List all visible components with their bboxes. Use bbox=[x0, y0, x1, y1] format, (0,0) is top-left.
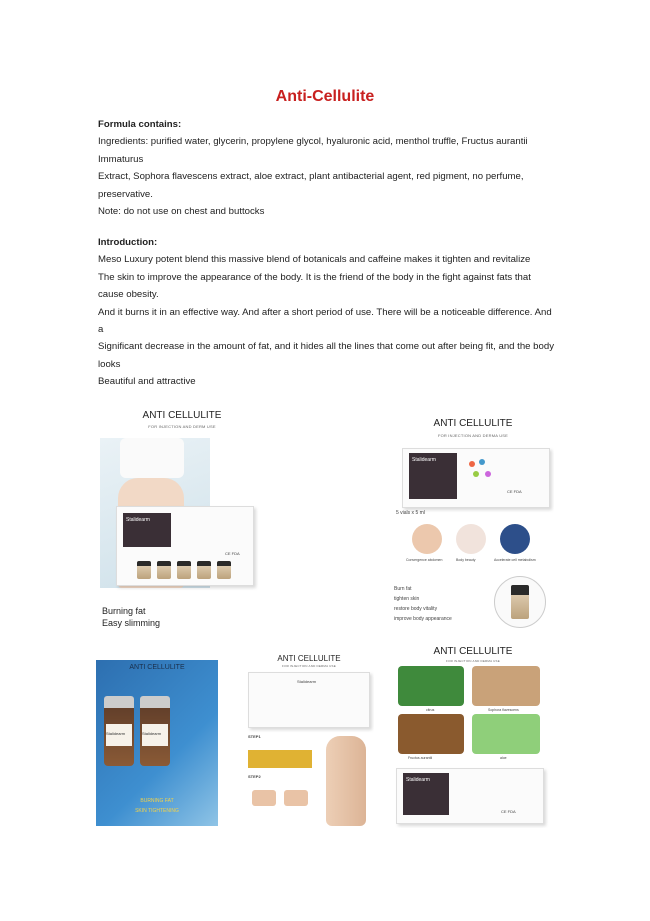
product-image-3 bbox=[96, 660, 218, 826]
ingredient-label: citrus bbox=[426, 708, 435, 712]
brand-label: Stalidearm bbox=[297, 679, 317, 684]
image-title: ANTI CELLULITE bbox=[277, 654, 341, 663]
benefit-label: Accelerate cell metabolism bbox=[494, 558, 536, 562]
product-box bbox=[402, 448, 550, 508]
ingredient-label: Sophora flavescens bbox=[488, 708, 519, 712]
product-image-5 bbox=[392, 644, 554, 828]
benefit-label: Body beauty bbox=[456, 558, 476, 562]
ingredient-label: Fructus aurantii bbox=[408, 756, 433, 760]
step1-image bbox=[248, 750, 312, 768]
benefit-item: restore body vitality bbox=[394, 606, 438, 612]
page-title: Anti-Cellulite bbox=[275, 88, 375, 105]
image-subtitle: FOR INJECTION AND DERMA USE bbox=[437, 433, 509, 438]
product-box bbox=[248, 672, 370, 728]
intro-line: The skin to improve the appearance of the body. It is the friend of the body in the fight against fats that cause obesity. bbox=[98, 271, 531, 301]
formula-line: Extract, Sophora flavescens extract, aloe extract, plant antibacterial agent, red pigment, no perfume, preservative. bbox=[98, 171, 524, 200]
formula-heading: Formula contains: bbox=[98, 119, 182, 130]
image-title: ANTI CELLULITE bbox=[433, 646, 513, 657]
formula-section bbox=[98, 116, 554, 220]
product-image-4 bbox=[244, 650, 374, 830]
product-box bbox=[116, 506, 254, 586]
ce-mark: CE FDA bbox=[507, 489, 522, 494]
intro-line: Significant decrease in the amount of fat, and it hides all the lines that come out after being fit, and the body looks bbox=[98, 341, 554, 370]
product-image-2 bbox=[392, 412, 554, 640]
fructus-image bbox=[398, 714, 464, 754]
product-image-1 bbox=[96, 406, 268, 636]
intro-line: Meso Luxury potent blend this massive blend of botanicals and caffeine makes it tighten and revitalize bbox=[98, 254, 531, 266]
image-subtitle: FOR INJECTION AND DERMA USE bbox=[282, 664, 336, 668]
image-title: ANTI CELLULITE bbox=[142, 410, 222, 421]
ce-mark: CE FDA bbox=[225, 551, 240, 556]
benefit-label: Convergence abdomen bbox=[406, 558, 443, 562]
step1-label: STEP1 bbox=[248, 734, 261, 739]
image-title: ANTI CELLULITE bbox=[129, 664, 185, 671]
citrus-leaf-image bbox=[398, 666, 464, 706]
benefit-item: improve body appearance bbox=[394, 616, 452, 622]
caption-burning-fat: BURNING FAT bbox=[140, 798, 174, 804]
caption-easy-slimming: Easy slimming bbox=[102, 618, 161, 628]
intro-line: Beautiful and attractive bbox=[98, 376, 196, 388]
brand-label: Stalidearm bbox=[412, 457, 436, 463]
legs-image bbox=[326, 736, 366, 826]
brand-label: Stalidearm bbox=[142, 731, 162, 736]
benefit-item: Burn fat bbox=[394, 586, 412, 592]
intro-line: And it burns it in an effective way. And after a short period of use. There will be a noticeable difference. And a bbox=[98, 306, 552, 336]
step2-label: STEP2 bbox=[248, 774, 261, 779]
product-box bbox=[396, 768, 544, 824]
caption-burning-fat: Burning fat bbox=[102, 606, 146, 616]
image-title: ANTI CELLULITE bbox=[433, 418, 513, 429]
ingredient-label: aloe bbox=[500, 756, 507, 760]
vial-closeup bbox=[494, 576, 546, 628]
introduction-section bbox=[98, 234, 554, 391]
formula-line: Note: do not use on chest and buttocks bbox=[98, 206, 265, 218]
brand-label: Stalidearm bbox=[126, 517, 150, 523]
caption-skin-tightening: SKIN TIGHTENING bbox=[135, 808, 179, 814]
image-subtitle: FOR INJECTION AND DERM USE bbox=[148, 424, 216, 429]
sophora-image bbox=[472, 666, 540, 706]
aloe-image bbox=[472, 714, 540, 754]
vials-label: 5 vials x 5 ml bbox=[396, 510, 425, 516]
formula-line: Ingredients: purified water, glycerin, propylene glycol, hyaluronic acid, menthol truffle, Fructus aurantii Immaturus bbox=[98, 136, 528, 165]
brand-label: Stalidearm bbox=[106, 731, 126, 736]
image-subtitle: FOR INJECTION AND DERMA USE bbox=[446, 659, 500, 663]
brand-label: Stalidearm bbox=[406, 777, 430, 783]
ce-mark: CE FDA bbox=[501, 809, 516, 814]
intro-heading: Introduction: bbox=[98, 237, 158, 248]
benefit-item: tighten skin bbox=[394, 596, 420, 602]
